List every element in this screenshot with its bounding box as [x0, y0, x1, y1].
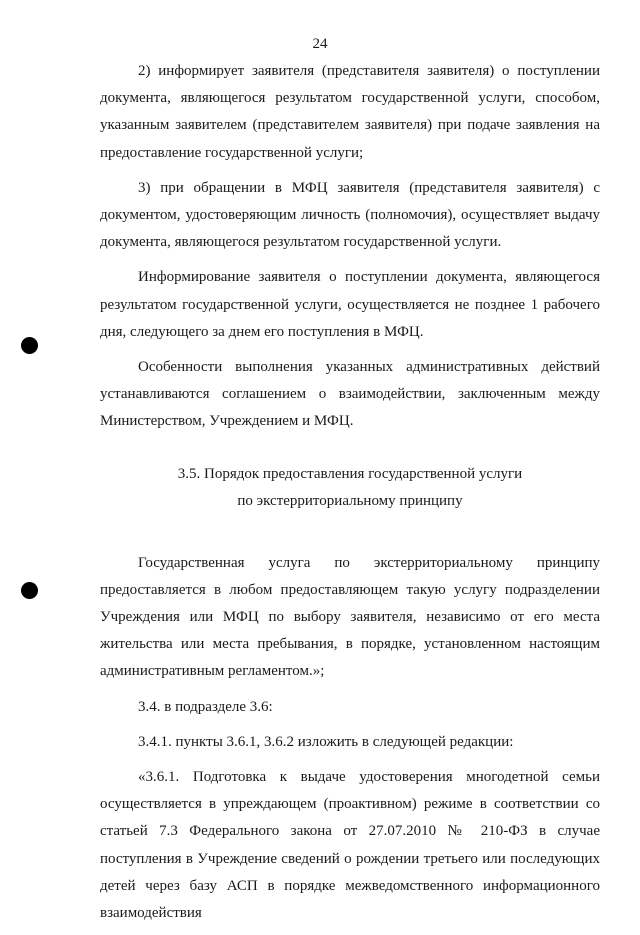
- page-number: 24: [312, 36, 328, 52]
- paragraph-points-3-6-1: 3.4.1. пункты 3.6.1, 3.6.2 изложить в следующей редакции:: [138, 733, 514, 750]
- section-heading-line-1: 3.5. Порядок предоставления государственной услуги: [177, 465, 523, 482]
- paragraph-extraterritorial: Государственная услуга по экстерриториальному принципу предоставляется в любом предоставляющем такую услугу подразделении Учреждения или МФЦ по выбору заявителя, независимо от его места жительства или места пребывания, в порядке, установленном настоящим административным регламентом.»;: [100, 554, 600, 680]
- paragraph-item-2: 2) информирует заявителя (представителя заявителя) о поступлении документа, являющегося результатом государственной услуги, способом, указанным заявителем (представителем заявителя) при подаче заявления на предоставление государственной услуги;: [100, 63, 600, 161]
- section-heading-line-2: по экстерриториальному принципу: [237, 492, 463, 509]
- paragraph-3-6-1-text: «3.6.1. Подготовка к выдаче удостоверения многодетной семьи осуществляется в упреждающем (проактивном) режиме в соответствии со статьей 7.3 Федерального закона от 27.07.2010 № 210-ФЗ в случае поступления в Учреждение сведений о рождении третьего или последующих детей через базу АСП в порядке межведомственного информационного взаимодействия: [100, 769, 600, 922]
- section-heading: [100, 461, 600, 515]
- punch-hole-mark: [21, 337, 38, 354]
- paragraph-features: Особенности выполнения указанных административных действий устанавливаются соглашением о взаимодействии, заключенным между Министерством, Учреждением и МФЦ.: [100, 359, 600, 430]
- paragraph-informing: Информирование заявителя о поступлении документа, являющегося результатом государственной услуги, осуществляется не позднее 1 рабочего дня, следующего за днем его поступления в МФЦ.: [100, 269, 600, 340]
- punch-hole-mark: [21, 582, 38, 599]
- paragraph-subsection-3-6: 3.4. в подразделе 3.6:: [138, 698, 273, 715]
- document-body: [100, 58, 600, 935]
- paragraph-item-3: 3) при обращении в МФЦ заявителя (представителя заявителя) с документом, удостоверяющим личность (полномочия), осуществляет выдачу документа, являющегося результатом государственной услуги.: [100, 179, 600, 251]
